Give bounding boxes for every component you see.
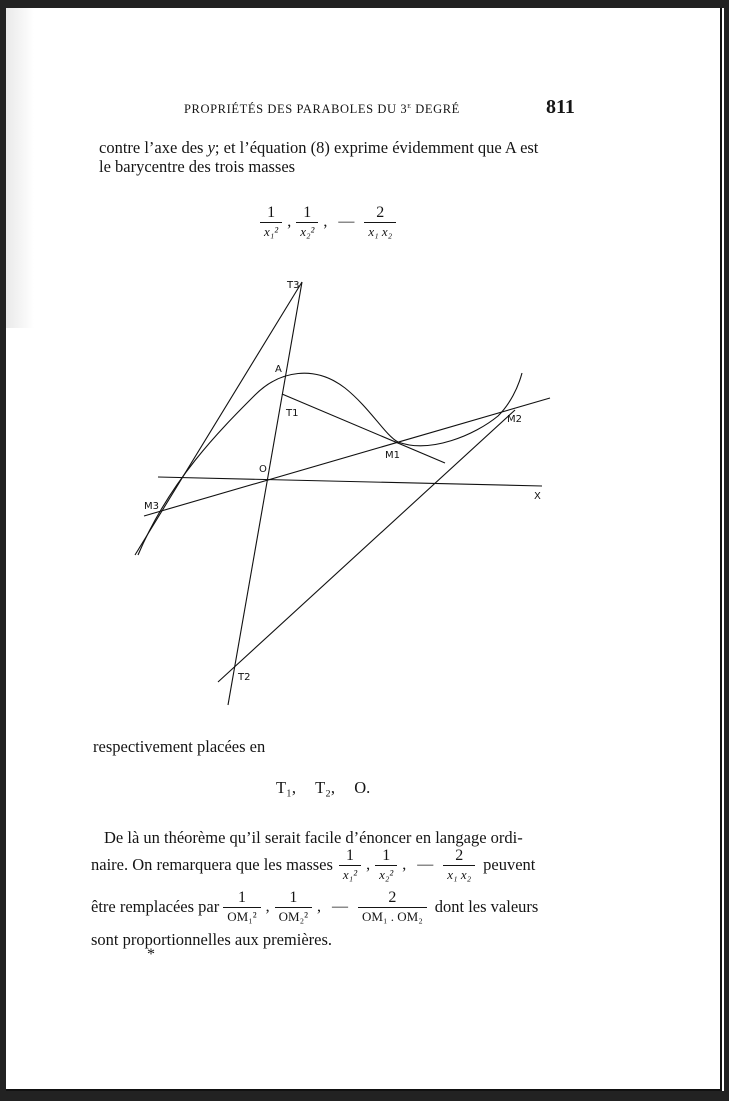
fraction-om1-om2 (358, 888, 427, 925)
minus-sign: — (417, 855, 434, 873)
minus-sign: — (332, 897, 349, 915)
comma: , (402, 855, 407, 873)
page-number: 811 (546, 96, 575, 118)
minus-sign: — (338, 212, 355, 230)
intro-line-2: le barycentre des trois masses (99, 157, 296, 176)
fraction-denominator: x₁² (339, 865, 361, 883)
fraction-2 (296, 203, 318, 240)
fraction-denominator: OM₁ . OM₂ (358, 907, 427, 925)
label-o: O (259, 464, 267, 475)
fraction-numerator: 1 (267, 204, 276, 221)
fraction-denominator: x₂² (296, 222, 318, 240)
label-m1: M1 (385, 450, 400, 461)
fraction-numerator: 1 (382, 847, 391, 864)
fraction-1 (339, 846, 361, 883)
fraction-2 (375, 846, 397, 883)
scan-border-right (724, 0, 729, 1101)
theorem-line-3 (91, 888, 538, 925)
intro-text-cont: ; et l’équation (8) exprime évidemment que A est (214, 138, 539, 157)
theorem-text-end: peuvent (483, 855, 536, 874)
point-o: O. (354, 778, 371, 797)
theorem-line-1: De là un théorème qu’il serait facile d’énoncer en langage ordi- (104, 828, 523, 847)
fraction-om2 (275, 888, 312, 925)
scan-border-top (0, 0, 729, 8)
after-diagram-line: respectivement placées en (93, 737, 266, 756)
masses-formula (258, 203, 398, 240)
theorem-line-2 (91, 846, 535, 883)
fraction-denominator: OM₂² (275, 907, 312, 925)
point-t1: T₁, (276, 778, 296, 797)
point-t2: T₂, (315, 778, 336, 797)
fraction-denominator: x₁ x₂ (364, 222, 396, 240)
intro-text: contre l’axe des (99, 138, 208, 157)
theorem-text: être remplacées par (91, 897, 220, 916)
fraction-denominator: x₂² (375, 865, 397, 883)
comma: , (366, 855, 371, 873)
line-t3-t2 (228, 282, 302, 705)
label-t3: T3 (287, 280, 300, 291)
theorem-text-end: dont les valeurs (434, 897, 539, 916)
fraction-numerator: 1 (237, 889, 246, 906)
fraction-numerator: 1 (303, 204, 312, 221)
intro-line-1 (99, 138, 538, 157)
x-axis-line (158, 477, 542, 486)
page-header (0, 96, 729, 122)
mass-points-row (276, 778, 385, 798)
cubic-parabola-curve (138, 373, 522, 555)
parabola-diagram (130, 270, 560, 710)
fraction-numerator: 2 (376, 204, 385, 221)
fraction-1 (260, 203, 282, 240)
fraction-numerator: 1 (346, 847, 354, 864)
line-m3-m2 (144, 398, 550, 516)
theorem-line-4: sont proportionnelles aux premières. (91, 930, 333, 949)
fraction-denominator: OM₁² (223, 907, 260, 925)
theorem-text: naire. On remarquera que les masses (91, 855, 333, 874)
label-x: X (534, 491, 541, 502)
fraction-numerator: 1 (289, 889, 298, 906)
label-m2: M2 (507, 414, 522, 425)
comma: , (265, 897, 270, 915)
label-m3: M3 (144, 501, 159, 512)
running-head (184, 100, 460, 117)
tangent-m3-line (135, 282, 302, 555)
label-t1: T1 (286, 408, 299, 419)
comma: , (287, 212, 292, 230)
label-t2: T2 (238, 672, 251, 683)
running-head-text: PROPRIÉTÉS DES PARABOLES DU 3 (184, 102, 408, 117)
asterisk-mark: * (147, 946, 155, 963)
running-head-text-end: DEGRÉ (411, 102, 460, 117)
fraction-3 (443, 846, 475, 883)
fraction-numerator: 2 (455, 847, 464, 864)
fraction-om1 (223, 888, 260, 925)
fraction-numerator: 2 (388, 889, 397, 906)
comma: , (323, 212, 328, 230)
label-a: A (275, 364, 282, 375)
fraction-denominator: x₁² (260, 222, 282, 240)
fraction-3 (364, 203, 396, 240)
scan-border-bottom (0, 1091, 729, 1101)
running-head-superscript: e (407, 100, 412, 110)
variable-y: y (207, 138, 215, 157)
comma: , (317, 897, 322, 915)
fraction-denominator: x₁ x₂ (443, 865, 475, 883)
